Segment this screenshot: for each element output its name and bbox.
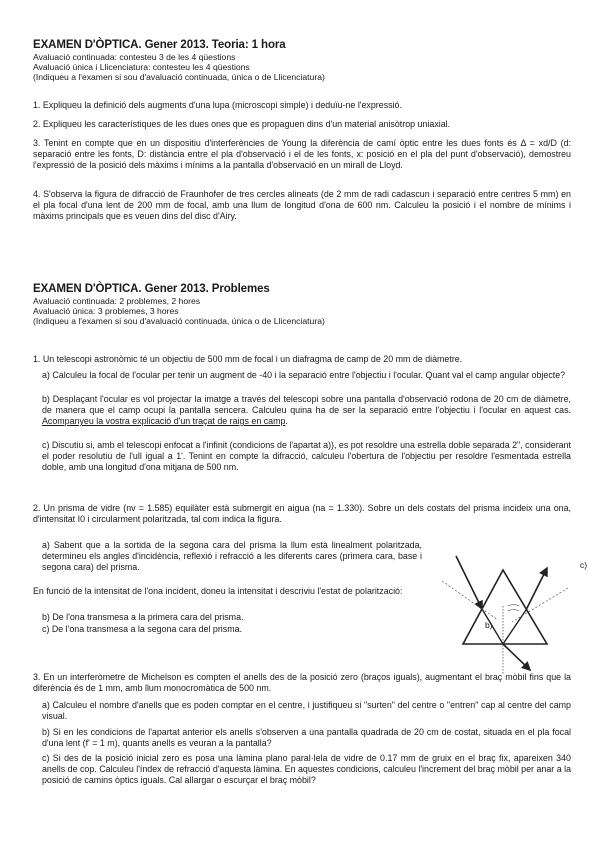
problem-1-a: a) Calculeu la focal de l'ocular per tenir un augment de -40 i la separació entre l'objectiu i l'ocular. Quant val el camp angular objecte? xyxy=(42,370,566,380)
theory-meta-3: (Indiqueu a l'examen si sou d'avaluació continuada, única o de Llicenciatura) xyxy=(33,72,325,82)
problem-2-c: c) De l'ona transmesa a la segona cara del prisma. xyxy=(42,624,242,634)
theory-title: EXAMEN D'ÒPTICA. Gener 2013. Teoria: 1 hora xyxy=(33,39,286,51)
theory-question-4: 4. S'observa la figura de difracció de Fraunhofer de tres cercles alineats (de 2 mm de radi cadascun i separació entre centres 5 mm) en el pla focal d'una lent de 200 mm de focal, amb una llum de longitud d'ona de 600 nm. Calculeu la posició i el nombre de mínims i màxims principals que es veuen dins del disc d'Airy. xyxy=(33,189,571,221)
problem-1-b-end: . xyxy=(285,416,288,426)
problems-header xyxy=(33,283,571,326)
prism-figure xyxy=(440,548,590,674)
problem-2-a: a) Sabent que a la sortida de la segona cara del prisma la llum està linealment polaritzada, determineu els angles d'incidència, reflexió i refracció a les diferents cares (primera cara, base i segona cara) del prisma. xyxy=(42,540,422,572)
problem-1-b-underlined: Acompanyeu la vostra explicació d'un traçat de raigs en camp xyxy=(42,416,286,426)
problem-1-intro: 1. Un telescopi astronòmic té un objectiu de 500 mm de focal i un diafragma de camp de 20 mm de diàmetre. xyxy=(33,354,463,364)
problem-3-intro: 3. En un interferòmetre de Michelson es compten el anells des de la posició zero (braços iguals), augmentant el braç mòbil fins que la diferència és de 1 mm, amb llum monocromàtica de 500 nm. xyxy=(33,672,571,693)
theory-question-3: 3. Tenint en compte que en un dispositiu d'interferències de Young la diferència de camí òptic entre les dues fonts és Δ = xd/D (d: separació entre les fonts, D: distància entre el pla d'observació i el de les fonts, x: posició en el pla del punt d'observació), demostreu l'expressió de la posició dels màxims i mínims a la pantalla d'observació en un mirall de Lloyd. xyxy=(33,138,571,170)
problems-title: EXAMEN D'ÒPTICA. Gener 2013. Problemes xyxy=(33,283,270,295)
problems-meta-2: Avaluació única: 3 problemes, 3 hores xyxy=(33,306,179,316)
theory-question-2: 2. Expliqueu les característiques de les dues ones que es propaguen dins d'un material anisòtrop uniaxial. xyxy=(33,119,451,129)
problems-meta-1: Avaluació continuada: 2 problemes, 2 hores xyxy=(33,296,201,306)
theory-meta-1: Avaluació continuada: contesteu 3 de les 4 qüestions xyxy=(33,52,236,62)
problem-1-b-text: b) Desplaçant l'ocular es vol projectar la imatge a través del telescopi sobre una pantalla d'observació rodona de 20 cm de diàmetre, de manera que el camp ocupi la pantalla sencera. Calculeu quina ha de ser la separació entre l'objectiu i l'ocular en aquest cas. xyxy=(42,394,571,415)
diagram-label-c: c) xyxy=(580,560,588,570)
diagram-label-b: b) xyxy=(485,620,493,630)
problem-2-lead: En funció de la intensitat de l'ona incident, doneu la intensitat i descriviu l'estat de polarització: xyxy=(33,586,403,596)
problem-1-b xyxy=(42,394,571,427)
theory-header xyxy=(33,39,571,82)
problem-2-intro: 2. Un prisma de vidre (nv = 1.585) equilàter està submergit en aigua (na = 1.330). Sobre un dels costats del prisma incideix una ona, d'intensitat I0 i circularment polaritzada, tal com indica la figura. xyxy=(33,503,571,524)
problem-3-a: a) Calculeu el nombre d'anells que es poden comptar en el centre, i justifiqueu si "surten" del centre o "entren" cap al centre del camp visual. xyxy=(42,700,571,721)
problem-3-c: c) Si des de la posició inicial zero es posa una làmina plano paral·lela de vidre de 0.17 mm de gruix en el braç fix, apareixen 340 anells de cop. Calculeu l'índex de refracció d'aquesta làmina. En aquestes condicions, calculeu l'increment del braç mòbil per anar a la posició de camins òptics iguals. Cal allargar o escurçar el braç mòbil? xyxy=(42,753,572,785)
problem-1-c: c) Discutiu si, amb el telescopi enfocat a l'infinit (condicions de l'apartat a)), es pot resoldre una estrella doble separada 2", considerant el poder resolutiu de l'ull igual a 1'. Tenint en compte la difracció, calculeu l'obertura de l'objectiu per resoldre l'esmentada estrella doble, amb una longitud d'ona mitjana de 500 nm. xyxy=(42,440,571,472)
prism-diagram xyxy=(440,548,590,674)
theory-question-1: 1. Expliqueu la definició dels augments d'una lupa (microscopi simple) i deduïu-ne l'expressió. xyxy=(33,100,402,110)
problem-3-b: b) Si en les condicions de l'apartat anterior els anells s'observen a una pantalla quadrada de 20 cm de costat, situada en el pla focal d'una lent (f' = 1 m), quants anells es veuran a la pantalla? xyxy=(42,727,571,748)
problems-meta-3: (Indiqueu a l'examen si sou d'avaluació continuada, única o de Llicenciatura) xyxy=(33,316,325,326)
theory-meta-2: Avaluació única i Llicenciatura: contesteu les 4 qüestions xyxy=(33,62,250,72)
problem-2-b: b) De l'ona transmesa a la primera cara del prisma. xyxy=(42,612,244,622)
